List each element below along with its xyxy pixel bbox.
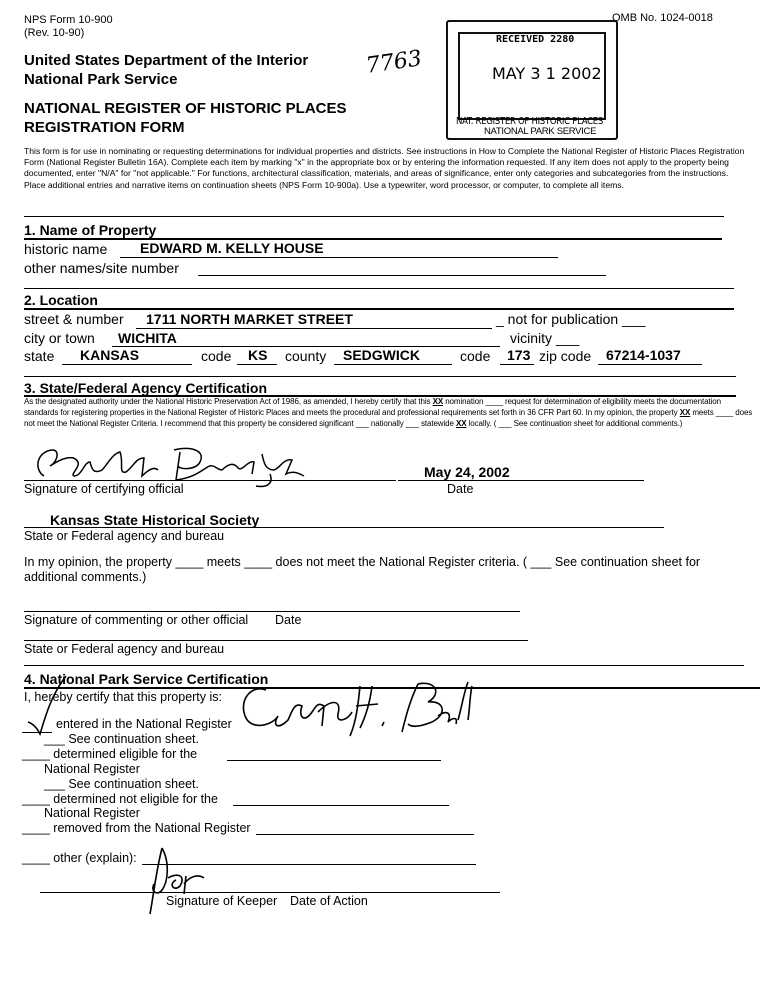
handwritten-reference-number: 7763 [364,46,424,79]
removed-label: ____ removed from the National Register [22,821,251,835]
service-name: National Park Service [24,71,178,88]
stamp-date-box [458,32,606,120]
underline [24,527,664,528]
cert-text: nomination ____ request for determination of eligibility meets the documentation standards for registering properties in the National Register of Historic Places and meets the procedural and professional requirements set forth in 36 CFR Part 60. In my opinion, the property [24,397,721,417]
cert-text: meets ____ does not meet the National Register Criteria. I recommend that this property be considered significant ___ nationally ___ statewide [24,407,753,428]
street-label: street & number [24,311,124,327]
county-code-label: code [460,348,491,364]
street-value[interactable]: 1711 NORTH MARKET STREET [146,311,353,327]
city-value[interactable]: WICHITA [118,330,177,346]
vicinity: vicinity ___ [510,330,580,346]
divider [24,288,734,289]
historic-name-label: historic name [24,241,108,257]
agency-label: State or Federal agency and bureau [24,529,225,543]
keeper-label: Signature of Keeper [166,894,278,908]
county-value[interactable]: SEDGWICK [343,347,420,363]
omb-number: OMB No. 1024-0018 [612,12,713,24]
form-number: NPS Form 10-900 [24,14,113,26]
zip-value[interactable]: 67214-1037 [606,347,681,363]
section4-intro: I, hereby certify that this property is: [24,690,222,704]
county-label: county [285,348,327,364]
other-explain-label: ____ other (explain): [22,851,137,865]
commenting-signature-line [24,611,520,612]
cert-text: locally. ( ___ See continuation sheet for additional comments.) [466,418,683,428]
received-stamp [446,20,618,140]
county-code-value[interactable]: 173 [507,347,531,363]
underline [112,346,500,347]
section2-heading: 2. Location [24,292,98,308]
underline [256,834,474,835]
opinion-line-1: In my opinion, the property ____ meets ____ does not meet the National Register criteria. ( ___ See continuation sheet for [24,555,701,569]
divider [24,238,722,240]
signature-label: Signature of certifying official [24,482,184,496]
not-eligible-label: ____ determined not eligible for the [22,792,218,806]
section3-heading: 3. State/Federal Agency Certification [24,380,267,396]
see-continuation-2: ___ See continuation sheet. [44,777,199,791]
underline [237,364,277,365]
divider [24,665,744,666]
divider [24,308,734,310]
state-label: state [24,348,55,364]
agency-value[interactable]: Kansas State Historical Society [50,512,260,528]
opinion-line-2: additional comments.) [24,570,147,584]
certification-statement [24,397,754,429]
meets-mark[interactable]: XX [679,407,691,417]
action-date-label: Date of Action [290,894,368,908]
historic-name-value[interactable]: EDWARD M. KELLY HOUSE [140,240,324,256]
section4-heading: 4. National Park Service Certification [24,671,269,687]
stamp-line2: NATIONAL PARK SERVICE [484,126,597,137]
city-label: city or town [24,330,95,346]
keeper-signature-line [40,892,500,893]
commenting-signature-label: Signature of commenting or other official [24,613,249,627]
other-names-field[interactable] [198,275,606,276]
determined-eligible-label-2: National Register [44,762,140,776]
underline [136,328,492,329]
department-name: United States Department of the Interior [24,52,309,69]
keeper-initials [140,842,220,927]
not-eligible-label-2: National Register [44,806,140,820]
form-title: NATIONAL REGISTER OF HISTORIC PLACES [24,100,347,117]
certification-date[interactable]: May 24, 2002 [424,464,510,480]
agency-line-2 [24,640,528,641]
nomination-mark[interactable]: XX [432,397,444,406]
form-subtitle: REGISTRATION FORM [24,119,185,136]
entered-label: entered in the National Register [56,717,232,731]
underline [500,364,534,365]
divider [24,376,736,377]
divider [24,216,724,217]
other-names-label: other names/site number [24,260,179,276]
stamp-received: RECEIVED 2280 [496,34,575,45]
underline [62,364,192,365]
zip-label: zip code [539,348,592,364]
date-line [398,480,644,481]
keeper-signature [232,676,472,751]
determined-eligible-label: ____ determined eligible for the [22,747,198,761]
state-code-label: code [201,348,232,364]
date-label: Date [447,482,474,496]
stamp-date: MAY 3 1 2002 [492,64,602,83]
state-value[interactable]: KANSAS [80,347,140,363]
underline [334,364,452,365]
underline [227,760,441,761]
form-revision: (Rev. 10-90) [24,27,85,39]
see-continuation-1: ___ See continuation sheet. [44,732,199,746]
state-code-value[interactable]: KS [248,347,268,363]
agency-label-2: State or Federal agency and bureau [24,642,225,656]
underline [120,257,558,258]
cert-text: As the designated authority under the National Historic Preservation Act of 1986, as amended, I hereby certify that this [24,397,433,406]
locally-mark[interactable]: XX [456,418,467,428]
signature-line [24,480,396,481]
underline [233,805,449,806]
not-for-publication: _ not for publication ___ [496,311,646,327]
stamp-line1: NAT. REGISTER OF HISTORIC PLACES [456,116,604,127]
underline [598,364,702,365]
section1-heading: 1. Name of Property [24,222,157,238]
form-instructions: This form is for use in nominating or requesting determinations for individual properties and districts. See instructions in How to Complete the National Register of Historic Places Registration Form (National Register Bulletin 16A). Complete each item by marking "x" in the appropriate box or by entering the information requested. If any item does not apply to the property being documented, enter "N/A" for "not applicable." For functions, architectural classification, materials, and areas of significance, enter only categories and subcategories from the instructions. Place additional entries and narrative items on continuation sheets (NPS Form 10-900a). Use a typewriter, word processor, or computer, to complete all items. [24,146,745,190]
commenting-date-label: Date [275,613,302,627]
